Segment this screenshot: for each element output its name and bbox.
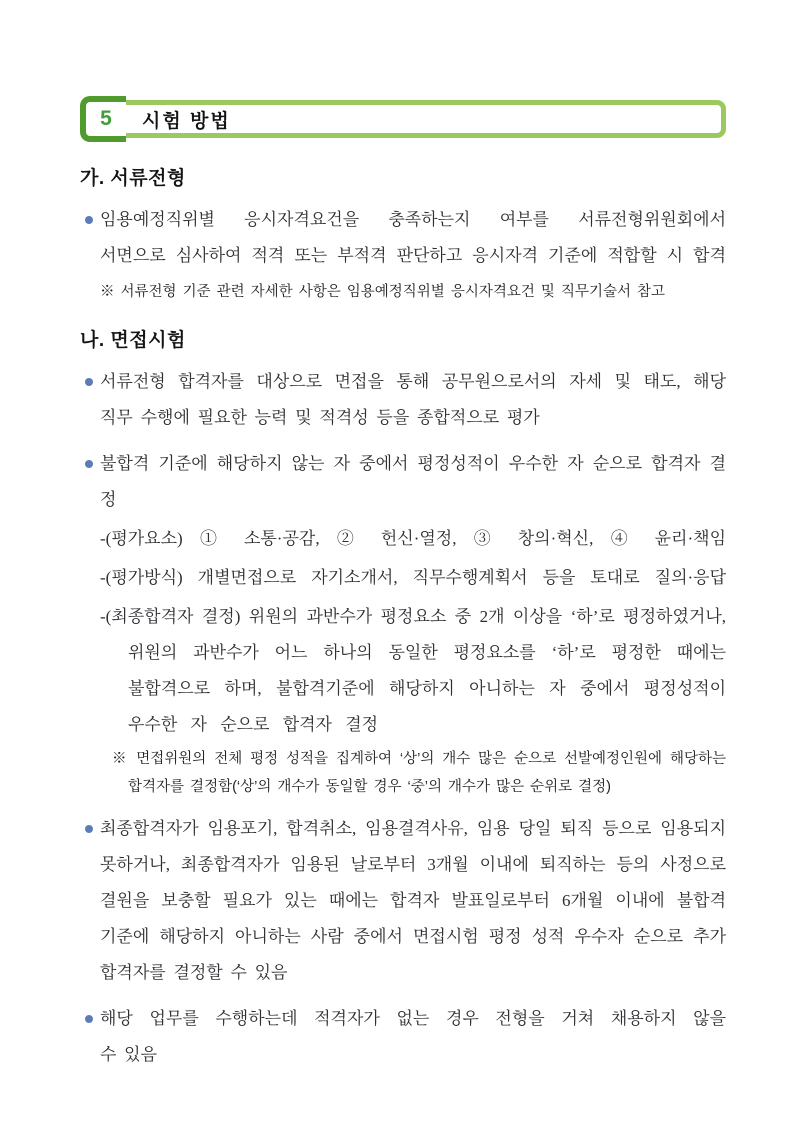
text-line: 서류전형 합격자를 대상으로 면접을 통해 공무원으로서의 자세 및 태도, 해당 [100, 372, 726, 391]
bullet-icon [85, 825, 93, 833]
text-line: 합격자를 결정할 수 있음 [100, 963, 288, 982]
section-number: 5 [100, 107, 112, 130]
text-line: 불합격 기준에 해당하지 않는 자 중에서 평정성적이 우수한 자 순으로 합격자 결정 [100, 454, 726, 509]
paragraph [80, 446, 726, 518]
paragraph [80, 811, 726, 991]
banner-number-cap [80, 96, 126, 142]
document-content [80, 96, 726, 1073]
text-line: 서면으로 심사하여 적격 또는 부적격 판단하고 응시자격 기준에 적합할 시 합격 [100, 246, 726, 265]
text-line: 기준에 해당하지 아니하는 사람 중에서 면접시험 평정 성적 우수자 순으로 추가 [100, 927, 726, 946]
text-line: 직무 수행에 필요한 능력 및 적격성 등을 종합적으로 평가 [100, 408, 540, 427]
page-title: 시험 방법 [142, 110, 231, 132]
section-heading-ga: 가. 서류전형 [80, 168, 186, 189]
section-title-banner [80, 96, 726, 142]
text-line: 합격자를 결정함(‘상’의 개수가 동일할 경우 ‘중’의 개수가 많은 순위로 결정) [128, 779, 612, 795]
paragraph [80, 560, 726, 596]
text-line: 결원을 보충할 필요가 있는 때에는 합격자 발표일로부터 6개월 이내에 불합격 [100, 891, 726, 910]
bullet-icon [85, 216, 93, 224]
text-line: -(평가요소) ① 소통·공감, ② 헌신·열정, ③ 창의·혁신, ④ 윤리·책임 [100, 529, 726, 548]
text-line: 해당 업무를 수행하는데 적격자가 없는 경우 전형을 거쳐 채용하지 않을 [100, 1009, 726, 1028]
paragraph [80, 599, 726, 743]
note-paragraph [80, 278, 726, 306]
text-line: 최종합격자가 임용포기, 합격취소, 임용결격사유, 임용 당일 퇴직 등으로 임용되지 [100, 819, 726, 838]
text-line: -(최종합격자 결정) 위원의 과반수가 평정요소 중 2개 이상을 ‘하’로 평정하였거나, [100, 607, 726, 626]
bullet-icon [85, 378, 93, 386]
bullet-icon [85, 460, 93, 468]
text-line: ※ 면접위원의 전체 평정 성적을 집계하여 ‘상’의 개수 많은 순으로 선발예정인원에 해당하는 [112, 751, 726, 767]
paragraph [80, 202, 726, 274]
bullet-icon [85, 1015, 93, 1023]
text-line: 못하거나, 최종합격자가 임용된 날로부터 3개월 이내에 퇴직하는 등의 사정으로 [100, 855, 726, 874]
note-paragraph [80, 745, 726, 801]
text-line: -(평가방식) 개별면접으로 자기소개서, 직무수행계획서 등을 토대로 질의·응답 [100, 568, 726, 587]
text-line: 임용예정직위별 응시자격요건을 충족하는지 여부를 서류전형위원회에서 [100, 210, 726, 229]
text-line: 불합격으로 하며, 불합격기준에 해당하지 아니하는 자 중에서 평정성적이 [128, 679, 726, 698]
paragraph [80, 364, 726, 436]
text-line: 위원의 과반수가 어느 하나의 동일한 평정요소를 ‘하’로 평정한 때에는 [128, 643, 726, 662]
paragraph [80, 1001, 726, 1073]
text-line: ※ 서류전형 기준 관련 자세한 사항은 임용예정직위별 응시자격요건 및 직무기술서 참고 [100, 284, 666, 300]
paragraph [80, 521, 726, 557]
section-heading-na: 나. 면접시험 [80, 330, 186, 351]
text-line: 우수한 자 순으로 합격자 결정 [128, 715, 379, 734]
text-line: 수 있음 [100, 1045, 158, 1064]
